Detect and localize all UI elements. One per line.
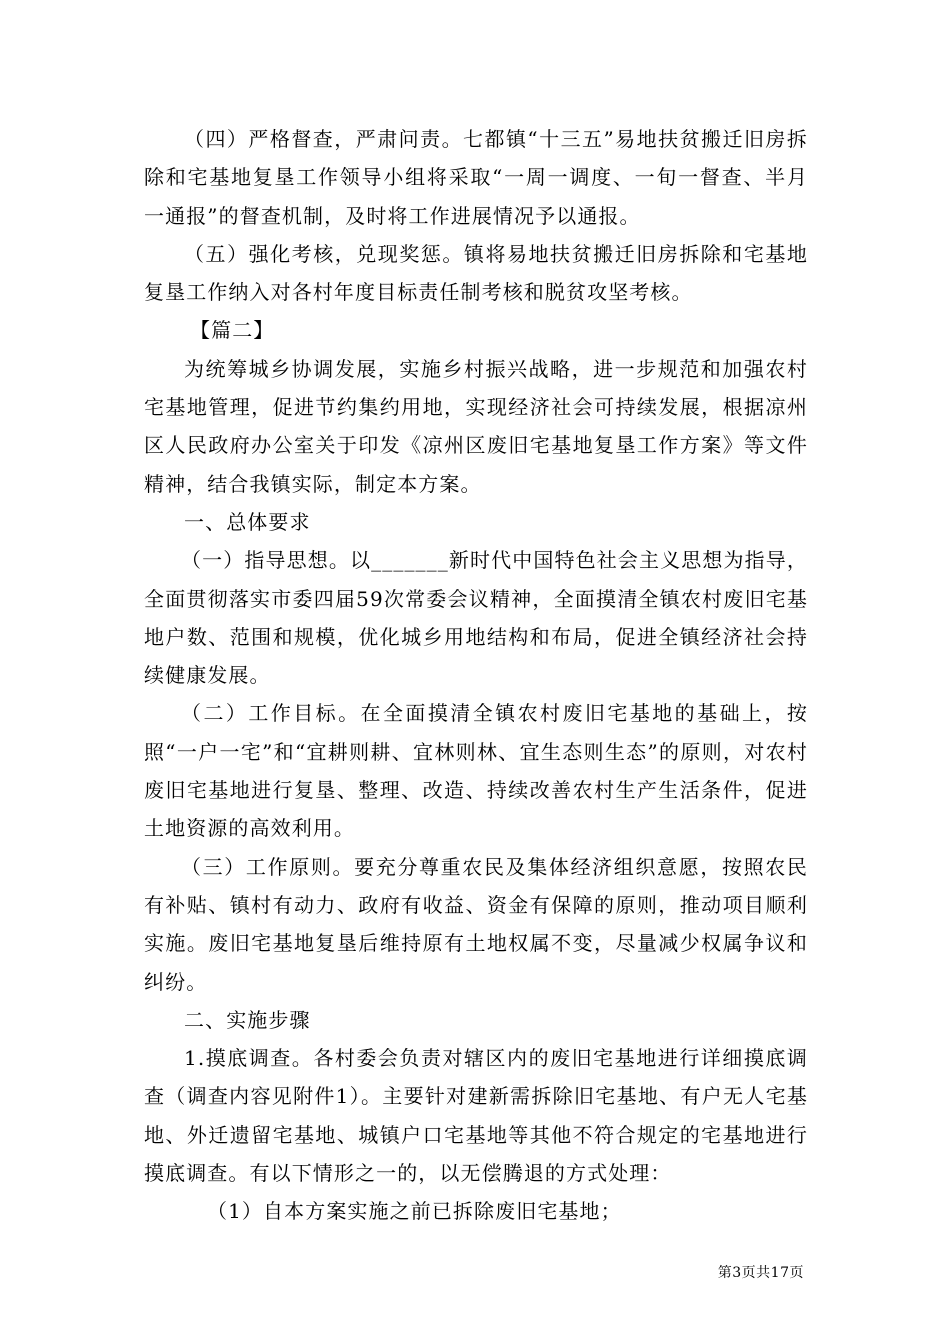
list-item-demolished: （1）自本方案实施之前已拆除废旧宅基地； [207, 1199, 622, 1224]
paragraph-guiding-ideology: （一）指导思想。以_______新时代中国特色社会主义思想为指导，全面贯彻落实市委四届59次常委会议精神，全面摸清全镇农村废旧宅基地户数、范围和规模，优化城乡用地结构和布局，促进全镇经济社会持续健康发展。 [144, 548, 808, 688]
paragraph-introduction: 为统筹城乡协调发展，实施乡村振兴战略，进一步规范和加强农村宅基地管理，促进节约集约用地，实现经济社会可持续发展，根据凉州区人民政府办公室关于印发《凉州区废旧宅基地复垦工作方案》等文件精神，结合我镇实际，制定本方案。 [144, 356, 808, 496]
heading-general-requirements: 一、总体要求 [184, 509, 311, 534]
document-body [144, 120, 808, 1231]
section-heading-part-two: 【篇二】 [190, 318, 275, 343]
paragraph-supervision: （四）严格督查，严肃问责。七都镇“十三五”易地扶贫搬迁旧房拆除和宅基地复垦工作领导小组将采取“一周一调度、一旬一督查、半月一通报”的督查机制，及时将工作进展情况予以通报。 [144, 127, 808, 228]
paragraph-survey: 1.摸底调查。各村委会负责对辖区内的废旧宅基地进行详细摸底调查（调查内容见附件1）。主要针对建新需拆除旧宅基地、有户无人宅基地、外迁遗留宅基地、城镇户口宅基地等其他不符合规定的宅基地进行摸底调查。有以下情形之一的，以无偿腾退的方式处理： [144, 1046, 808, 1186]
paragraph-assessment: （五）强化考核，兑现奖惩。镇将易地扶贫搬迁旧房拆除和宅基地复垦工作纳入对各村年度目标责任制考核和脱贫攻坚考核。 [144, 241, 808, 305]
page-number: 第3页共17页 [717, 1265, 804, 1281]
heading-implementation-steps: 二、实施步骤 [184, 1007, 311, 1032]
paragraph-work-goals: （二）工作目标。在全面摸清全镇农村废旧宅基地的基础上，按照“一户一宅”和“宜耕则耕、宜林则林、宜生态则生态”的原则，对农村废旧宅基地进行复垦、整理、改造、持续改善农村生产生活条件，促进土地资源的高效利用。 [144, 701, 808, 841]
paragraph-work-principles: （三）工作原则。要充分尊重农民及集体经济组织意愿，按照农民有补贴、镇村有动力、政府有收益、资金有保障的原则，推动项目顺利实施。废旧宅基地复垦后维持原有土地权属不变，尽量减少权属争议和纠纷。 [144, 854, 808, 994]
